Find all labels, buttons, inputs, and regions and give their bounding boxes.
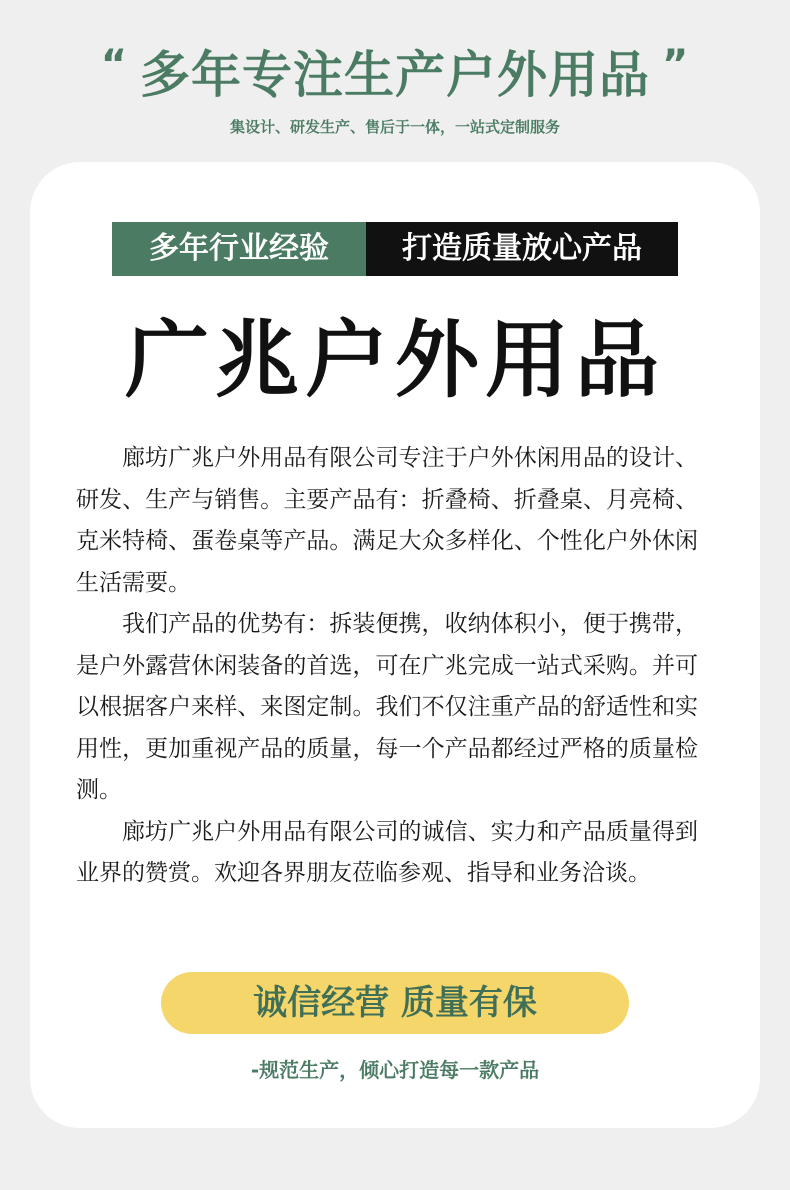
header-title-text: 多年专注生产户外用品 (140, 46, 650, 104)
paragraph-advantages: 我们产品的优势有：拆装便携，收纳体积小，便于携带，是户外露营休闲装备的首选，可在广兆完成一站式采购。并可以根据客户来样、来图定制。我们不仅注重产品的舒适性和实用性，更加重视产品的质量，每一个产品都经过严格的质量检测。 (76, 611, 698, 803)
company-description (76, 438, 698, 895)
content-card (30, 162, 760, 1128)
close-quote-mark: ” (662, 42, 690, 88)
tag-experience: 多年行业经验 (112, 222, 366, 276)
paragraph-intro: 廊坊广兆户外用品有限公司专注于户外休闲用品的设计、研发、生产与销售。主要产品有：折叠椅、折叠桌、月亮椅、克米特椅、蛋卷桌等产品。满足大众多样化、个性化户外休闲生活需要。 (76, 445, 698, 596)
slogan-subtitle: -规范生产，倾心打造每一款产品 (250, 1058, 540, 1082)
brand-name: 广兆户外用品 (124, 311, 665, 409)
header-subtitle: 集设计、研发生产、售后于一体，一站式定制服务 (229, 118, 560, 136)
paragraph-reputation: 廊坊广兆户外用品有限公司的诚信、实力和产品质量得到业界的赞赏。欢迎各界朋友莅临参观、指导和业务洽谈。 (76, 818, 698, 886)
tag-quality: 打造质量放心产品 (366, 222, 678, 276)
tag-bar (112, 222, 678, 276)
open-quote-mark: “ (100, 42, 128, 88)
slogan-pill: 诚信经营 质量有保 (161, 972, 629, 1034)
header-title (0, 40, 790, 110)
